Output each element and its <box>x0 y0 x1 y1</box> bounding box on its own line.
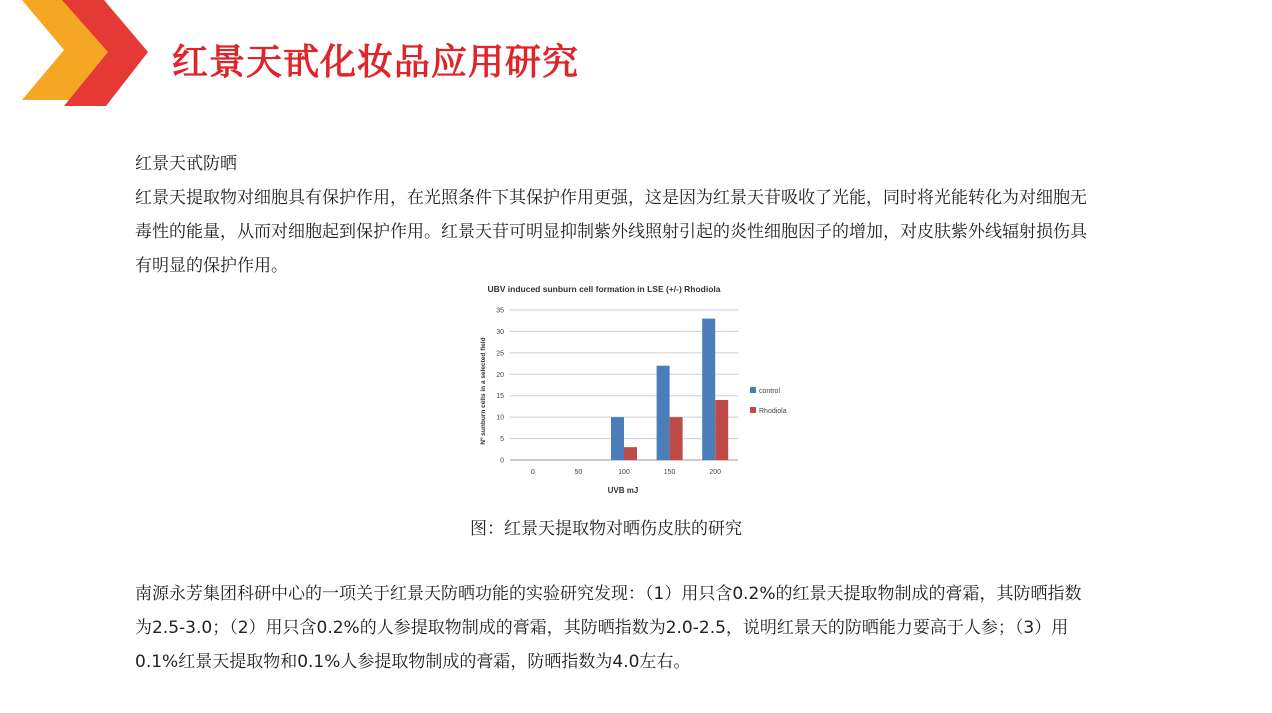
chevron-logo-icon <box>20 0 150 108</box>
y-tick-label: 20 <box>496 371 504 379</box>
legend-label: control <box>759 388 781 395</box>
bar-rhodiola <box>670 417 683 460</box>
sunburn-chart <box>476 279 816 501</box>
x-tick-label: 200 <box>709 469 722 476</box>
intro-section <box>135 147 1095 283</box>
y-tick-label: 35 <box>496 307 504 315</box>
figure-caption: 图：红景天提取物对晒伤皮肤的研究 <box>470 519 742 539</box>
bar-control <box>657 366 670 460</box>
y-tick-label: 5 <box>500 436 504 444</box>
chart-title: UBV induced sunburn cell formation in LSE (+/-) Rhodiola <box>487 284 721 294</box>
x-tick-label: 50 <box>574 469 583 476</box>
bar-rhodiola <box>624 447 637 460</box>
y-tick-label: 25 <box>496 350 504 358</box>
y-tick-label: 0 <box>500 457 504 465</box>
findings-paragraph: 南源永芳集团科研中心的一项关于红景天防晒功能的实验研究发现：（1）用只含0.2%的红景天提取物制成的膏霜，其防晒指数为2.5-3.0；（2）用只含0.2%的人参提取物制成的膏霜，其防晒指数为2.0-2.5，说明红景天的防晒能力要高于人参；（3）用0.1%红景天提取物和0.1%人参提取物制成的膏霜，防晒指数为4.0左右。 <box>135 584 1082 672</box>
y-tick-label: 15 <box>496 393 504 401</box>
intro-heading: 红景天甙防晒 <box>135 154 237 174</box>
x-tick-label: 100 <box>618 469 630 476</box>
page-title: 红景天甙化妆品应用研究 <box>172 42 580 83</box>
chart-svg <box>476 279 816 501</box>
x-tick-label: 0 <box>530 469 535 476</box>
chart-xlabel: UVB mJ <box>607 486 639 495</box>
x-tick-label: 150 <box>663 469 676 476</box>
intro-paragraph: 红景天提取物对细胞具有保护作用，在光照条件下其保护作用更强，这是因为红景天苷吸收了光能，同时将光能转化为对细胞无毒性的能量，从而对细胞起到保护作用。红景天苷可明显抑制紫外线照射引起的炎性细胞因子的增加，对皮肤紫外线辐射损伤具有明显的保护作用。 <box>135 188 1087 276</box>
legend-label: Rhodiola <box>759 408 787 415</box>
bar-rhodiola <box>715 400 728 460</box>
bar-control <box>702 319 715 460</box>
chart-ylabel: Nº sunburn cells in a selected field <box>480 337 487 445</box>
legend-swatch <box>750 387 756 393</box>
bar-control <box>611 417 624 460</box>
y-tick-label: 10 <box>496 414 504 422</box>
y-tick-label: 30 <box>496 328 504 336</box>
legend-swatch <box>750 407 756 413</box>
